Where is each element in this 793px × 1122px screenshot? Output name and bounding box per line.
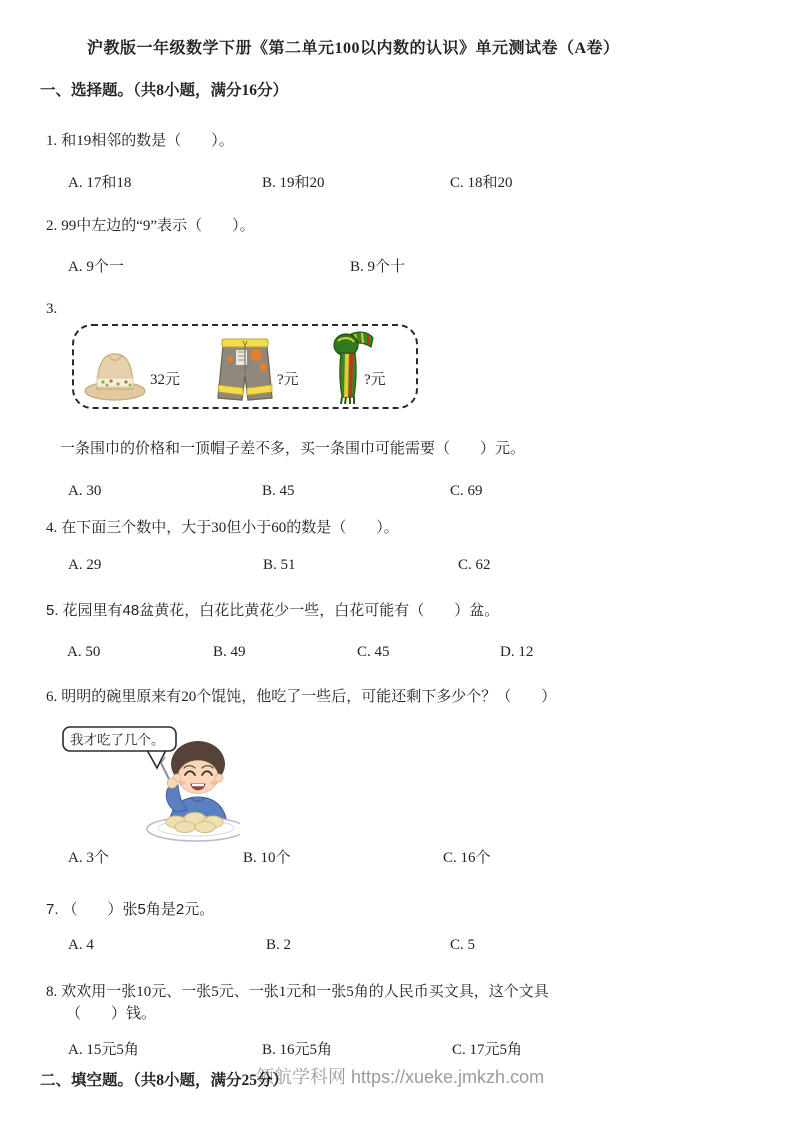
q1-option-b: B. 19和20: [262, 175, 325, 191]
q2-option-b: B. 9个十: [350, 259, 406, 275]
q1-option-c: C. 18和20: [450, 175, 513, 191]
question-8-text: 欢欢用一张10元、一张5元、一张1元和一张5角的人民币买文具，这个文具: [61, 984, 549, 1000]
question-6-text: 明明的碗里原来有20个馄饨，他吃了一些后，可能还剩下多少个？（ ）: [61, 689, 557, 705]
question-6-number: 6.: [46, 689, 58, 705]
q3-option-c: C. 69: [450, 483, 483, 499]
q8-option-c: C. 17元5角: [452, 1042, 523, 1058]
question-3-text: 一条围巾的价格和一顶帽子差不多，买一条围巾可能需要（ ）元。: [60, 441, 526, 457]
question-7-text: （ ）张5角是2元。: [62, 901, 215, 918]
question-8-text-line2: （ ）钱。: [66, 1006, 157, 1022]
boy-eating-illustration: [55, 722, 240, 844]
q4-option-b: B. 51: [263, 557, 296, 573]
fork-icon: [161, 763, 169, 779]
speech-bubble-text: 我才吃了几个。: [70, 732, 165, 748]
question-2-text: 99中左边的“9”表示（ ）。: [61, 218, 255, 234]
question-3: [46, 300, 61, 319]
q6-option-a: A. 3个: [68, 850, 109, 866]
q8-option-b: B. 16元5角: [262, 1042, 333, 1058]
hat-icon: [84, 349, 146, 401]
q6-option-c: C. 16个: [443, 850, 491, 866]
question-7: [46, 901, 214, 920]
q4-option-c: C. 62: [458, 557, 491, 573]
q6-option-b: B. 10个: [243, 850, 291, 866]
q5-option-b: B. 49: [213, 644, 246, 660]
question-4-number: 4.: [46, 520, 58, 536]
q1-option-a: A. 17和18: [68, 175, 132, 191]
q8-option-a: A. 15元5角: [68, 1042, 139, 1058]
question-7-number: 7.: [46, 901, 59, 918]
question-3-number: 3.: [46, 301, 58, 317]
question-1: [46, 132, 234, 151]
scarf-icon: [325, 329, 375, 405]
question-4: [46, 519, 399, 538]
section2-heading: 二、填空题。（共8小题，满分25分）: [40, 1072, 289, 1089]
q3-option-b: B. 45: [262, 483, 295, 499]
q7-option-b: B. 2: [266, 937, 292, 953]
q4-option-a: A. 29: [68, 557, 102, 573]
shorts-icon: [217, 338, 273, 404]
question-2: [46, 217, 255, 236]
shorts-price: ?元: [277, 372, 299, 388]
q7-option-c: C. 5: [450, 937, 476, 953]
q5-option-c: C. 45: [357, 644, 390, 660]
q2-option-a: A. 9个一: [68, 259, 124, 275]
question-5-number: 5.: [46, 602, 59, 619]
q3-option-a: A. 30: [68, 483, 102, 499]
q7-option-a: A. 4: [68, 937, 94, 953]
question-8: [46, 983, 549, 1002]
question-5: [46, 602, 499, 621]
question-4-text: 在下面三个数中，大于30但小于60的数是（ ）。: [61, 520, 399, 536]
question-5-text: 花园里有48盆黄花，白花比黄花少一些，白花可能有（ ）盆。: [62, 602, 500, 619]
q5-option-d: D. 12: [500, 644, 534, 660]
scarf-price: ?元: [364, 372, 386, 388]
q5-option-a: A. 50: [67, 644, 101, 660]
section1-heading: 一、选择题。（共8小题，满分16分）: [40, 82, 289, 99]
question-2-number: 2.: [46, 218, 58, 234]
hat-price: 32元: [150, 372, 181, 388]
site-watermark: 领航学科网 https://xueke.jmkzh.com: [256, 1067, 545, 1087]
page-title: 沪教版一年级数学下册《第二单元100以内数的认识》单元测试卷（A卷）: [87, 40, 620, 57]
question-1-text: 和19相邻的数是（ ）。: [61, 133, 234, 149]
question-1-number: 1.: [46, 133, 58, 149]
question-8-number: 8.: [46, 984, 58, 1000]
question-6: [46, 688, 556, 707]
